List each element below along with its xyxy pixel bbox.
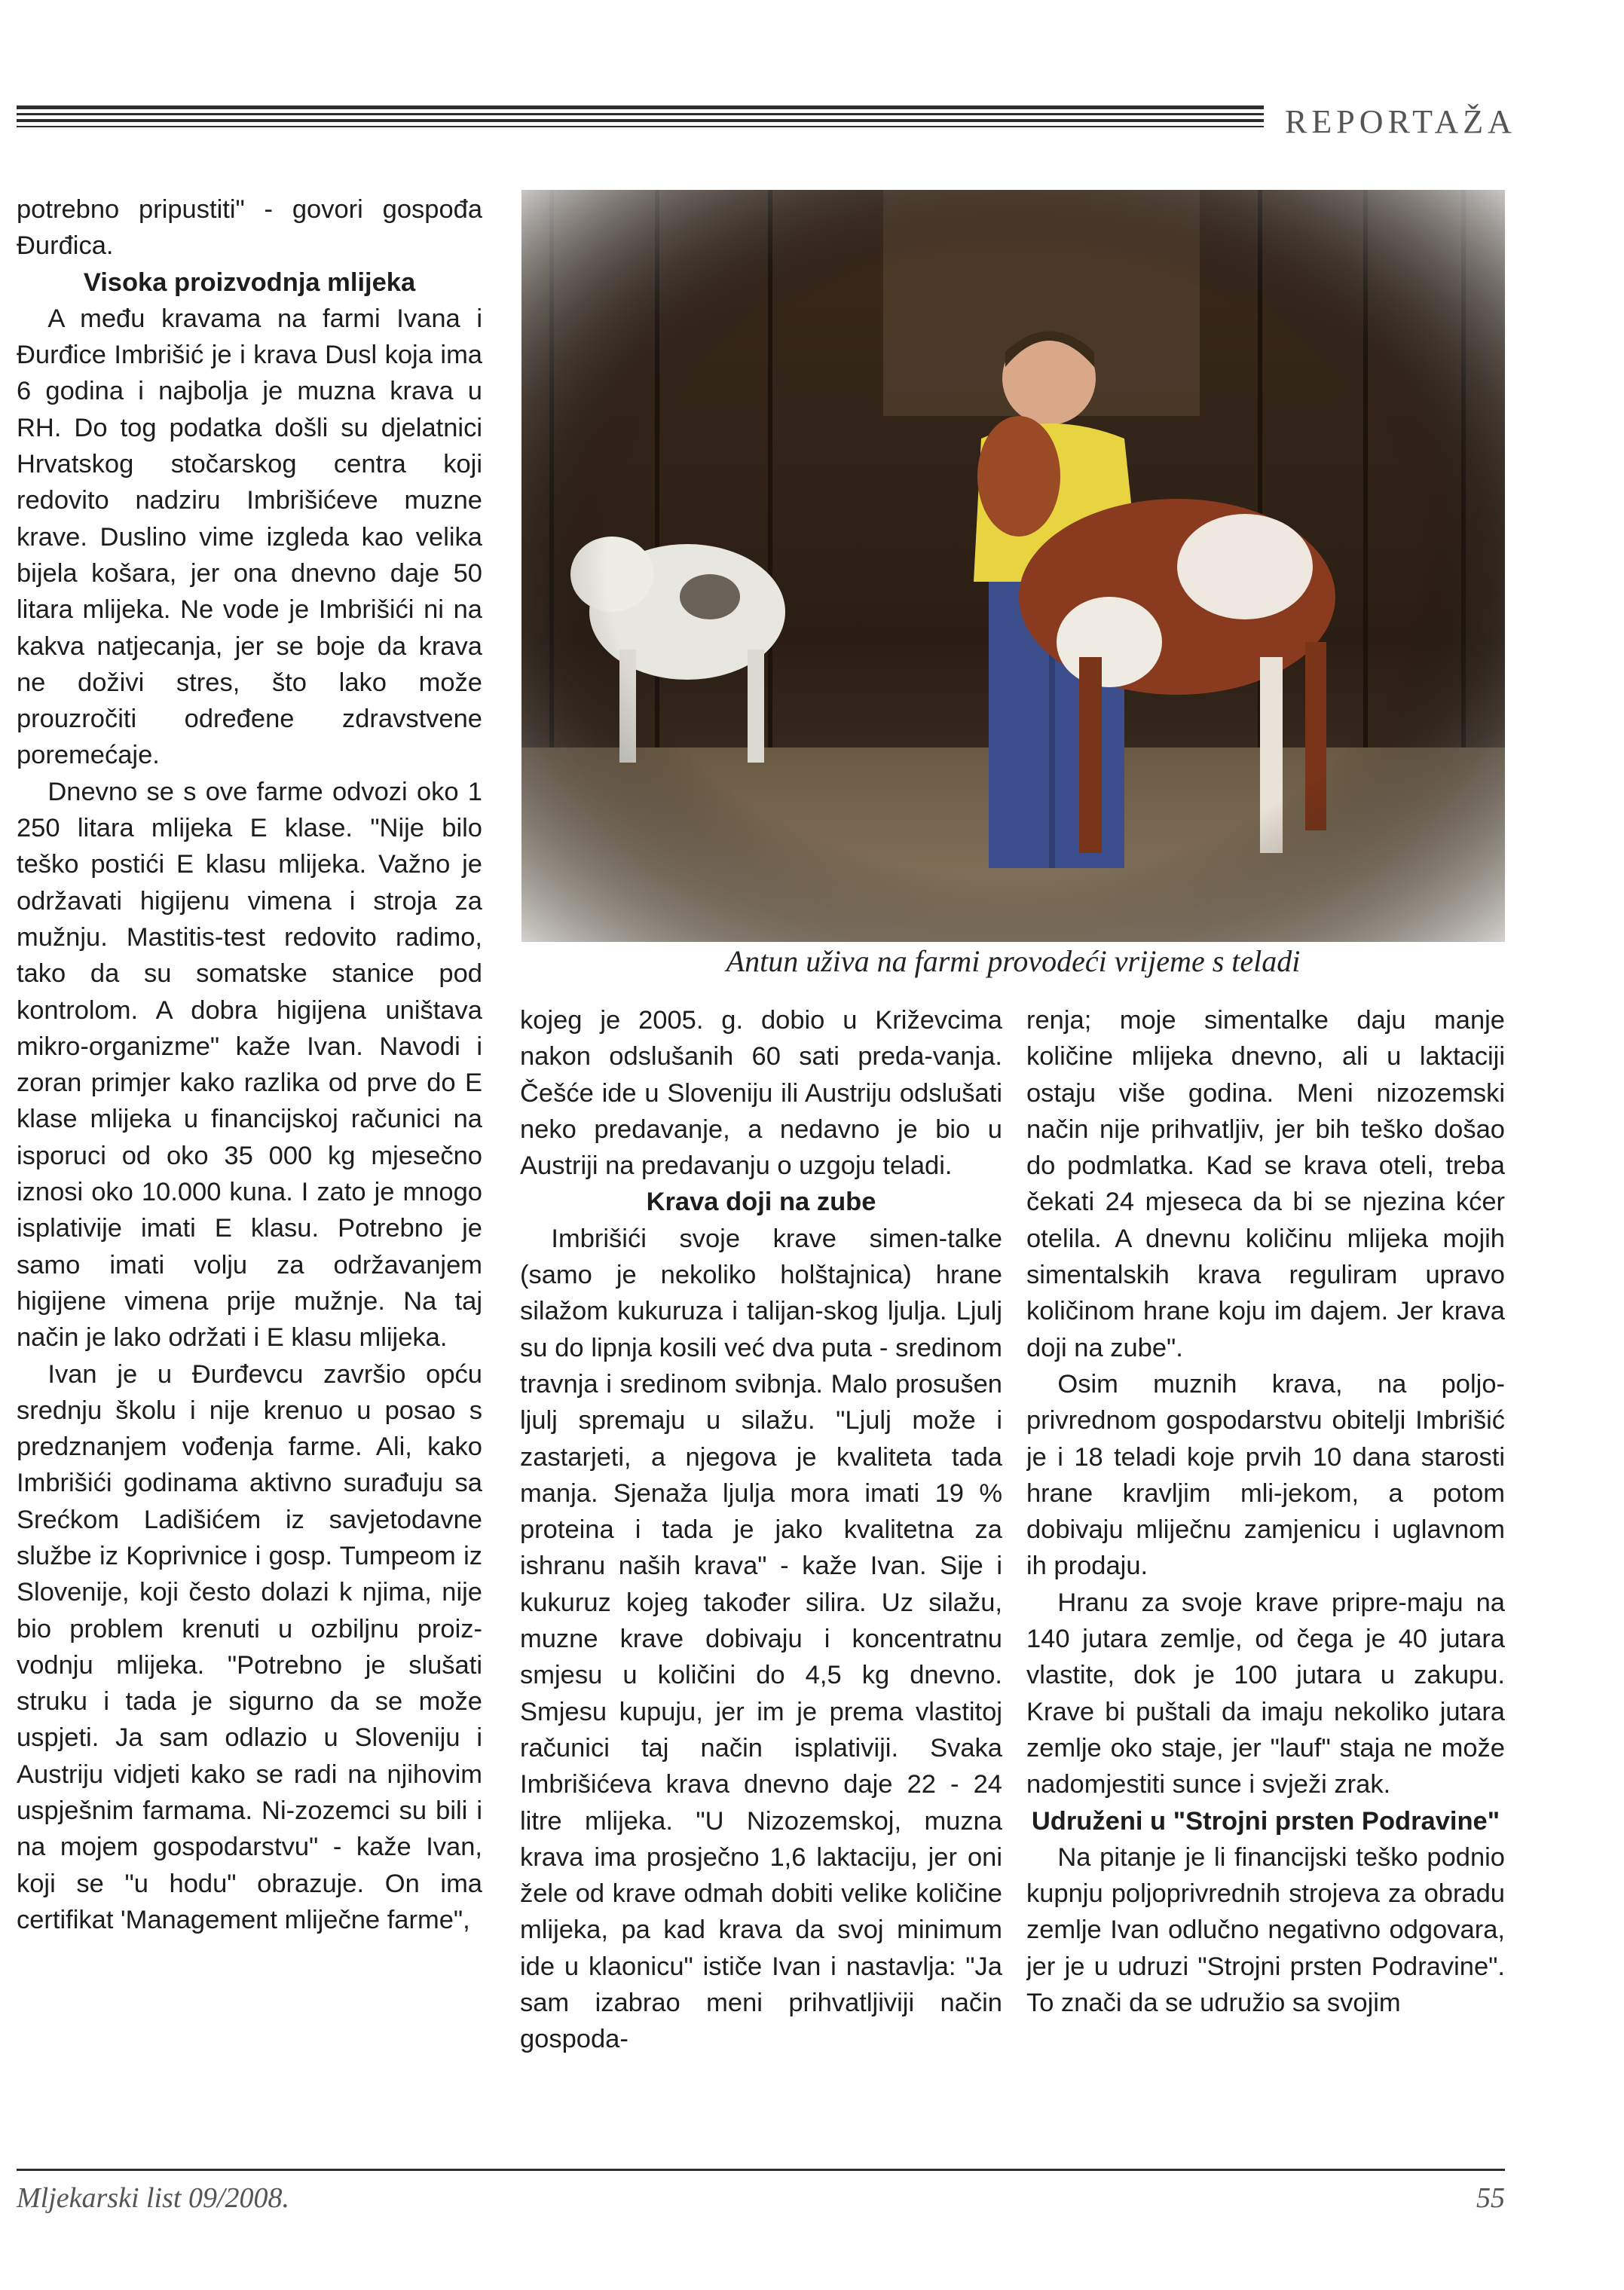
paragraph: Imbrišići svoje krave simen-talke (samo je nekoliko holštajnica) hrane silažom kukuruza i talijan-skog ljulja. Ljulj su do lipnja kosili već dva puta - sredinom travnja i sredinom svibnja. Malo prosušen ljulj spremaju u silažu. "Ljulj može i zastarjeti, a njegova je kvaliteta tada manja. Sjenaža ljulja mora imati 19 % proteina i tada je jako kvalitetna za ishranu naših krava" - kaže Ivan. Sije i kukuruz kojeg također silira. Uz silažu, muzne krave dobivaju i koncentratnu smjesu u količini do 4,5 kg dnevno. Smjesu kupuju, jer im je prema vlastitoj računici taj način isplativiji. Svaka Imbrišićeva krava dnevno daje 22 - 24 litre mlijeka. "U Nizozemskoj, muzna krava ima prosječno 1,6 laktaciju, jer oni žele od krave odmah dobiti velike količine mlijeka, pa kad krava da svoj minimum ide u klaonicu" ističe Ivan i nastavlja: "Ja sam izabrao meni prihvatljiviji način gospoda-: [520, 1224, 1002, 2054]
text-column-1: [17, 191, 482, 2136]
paragraph: Na pitanje je li financijski teško podnio kupnju poljoprivrednih strojeva za obradu zemlje Ivan odlučno negativno odgovara, jer je u udruzi "Strojni prsten Podravine". To znači da se udružio sa svojim: [1026, 1842, 1505, 2018]
paragraph: A među kravama na farmi Ivana i Đurđice Imbrišić je i krava Dusl koja ima 6 godina i najbolja je muzna krava u RH. Do tog podatka došli su djelatnici Hrvatskog stočarskog centra koji redovito nadziru Imbrišićeve muzne krave. Duslino vime izgleda kao velika bijela košara, jer ona dnevno daje 50 litara mlijeka. Ne vode je Imbrišići ni na kakva natjecanja, jer se boje da krava ne doživi stres, što lako može prouzročiti određene zdravstvene poremećaje.: [17, 304, 482, 770]
section-heading: Krava doji na zube: [646, 1188, 876, 1217]
paragraph: Osim muznih krava, na poljo-privrednom gospodarstvu obitelji Imbrišić je i 18 teladi koje prvih 10 dana starosti hrane kravljim mli-jekom, a potom dobivaju mliječnu zamjenicu i uglavnom ih prodaju.: [1026, 1369, 1505, 1581]
paragraph: Ivan je u Đurđevcu završio opću srednju školu i nije krenuo u posao s predznanjem vođenja farme. Ali, kako Imbrišići godinama aktivno surađuju sa Srećkom Ladišićem iz savjetodavne službe iz Koprivnice i gosp. Tumpeom iz Slovenije, koji često dolazi k njima, nije bio problem krenuti u ozbiljnu proiz-vodnju mlijeka. "Potrebno je slušati struku i tada je sigurno da se može uspjeti. Ja sam odlazio u Sloveniju i Austriju vidjeti kako se radi na njihovim uspješnim farmama. Ni-zozemci su bili i na mojem gospodarstvu" - kaže Ivan, koji se "u hodu" obrazuje. On ima certifikat 'Management mliječne farme",: [17, 1359, 482, 1934]
paragraph: renja; moje simentalke daju manje količine mlijeka dnevno, ali u laktaciji ostaju više godina. Meni nizozemski način nije prihvatljiv, jer bih teško došao do podmlatka. Kad se krava oteli, treba čekati 24 mjeseca da bi se njezina kćer otelila. A dnevnu količinu mlijeka mojih simentalskih krava reguliram upravo količinom hrane koju im dajem. Jer krava doji na zube".: [1026, 1006, 1505, 1362]
text-column-3: [1026, 1002, 1505, 2133]
paragraph: kojeg je 2005. g. dobio u Križevcima nakon odslušanih 60 sati preda-vanja. Češće ide u Sloveniju ili Austriju odslušati neko predavanje, a nedavno je bio u Austriji na predavanju o uzgoju teladi.: [520, 1006, 1002, 1181]
section-heading: Udruženi u "Strojni prsten Podravine": [1031, 1806, 1500, 1836]
section-heading: Visoka proizvodnja mlijeka: [83, 268, 416, 297]
publication-title: Mljekarski list 09/2008.: [17, 2182, 290, 2214]
paragraph: Dnevno se s ove farme odvozi oko 1 250 litara mlijeka E klase. "Nije bilo teško postići E klasu mlijeka. Važno je održavati higijenu vimena i stroja za mužnju. Mastitis-test redovito radimo, tako da su somatske stanice pod kontrolom. A dobra higijena uništava mikro-organizme" kaže Ivan. Navodi i zoran primjer kako razlika od prve do E klase mlijeka u financijskoj računici na isporuci od oko 35 000 kg mjesečno iznosi oko 10.000 kuna. I zato je mnogo isplativije imati E klasu. Potrebno je samo imati volju za održavanjem higijene vimena prije mužnje. Na taj način je lako održati i E klasu mlijeka.: [17, 777, 482, 1353]
paragraph: potrebno pripustiti" - govori gospođa Đurđica.: [17, 195, 482, 261]
barn-photo-illustration: [521, 190, 1505, 942]
page-number: 55: [1476, 2182, 1505, 2214]
header-rule: [17, 105, 1264, 140]
photo: [521, 190, 1505, 942]
text-column-2: [520, 1002, 1002, 2133]
section-label: REPORTAŽA: [1285, 103, 1516, 140]
photo-caption: Antun uživa na farmi provodeći vrijeme s teladi: [726, 944, 1301, 978]
footer-rule: [17, 2169, 1505, 2171]
paragraph: Hranu za svoje krave pripre-maju na 140 jutara zemlje, od čega je 40 jutara vlastite, dok je 100 jutara u zakupu. Krave bi puštali da imaju nekoliko jutara zemlje oko staje, jer "lauf" staja ne može nadomjestiti sunce i svježi zrak.: [1026, 1588, 1505, 1799]
